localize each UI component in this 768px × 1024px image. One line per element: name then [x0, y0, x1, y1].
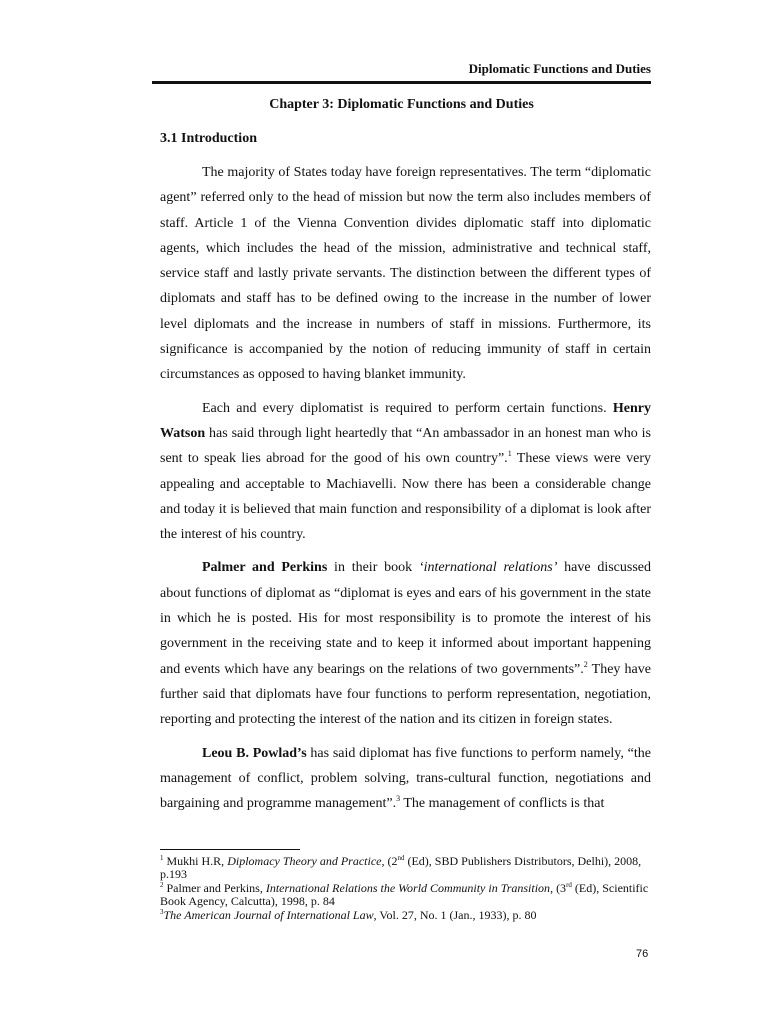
- paragraph-4-middle: has said diplomat has five functions to perform namely, “the management of conflict, problem solving, trans-cultural function, negotiations and bargaining and programme management”.: [160, 745, 651, 812]
- footnote-ref-2: 2: [583, 659, 588, 669]
- paragraph-2: [160, 396, 651, 548]
- book-title: ‘international relations’: [418, 560, 558, 576]
- author-palmer-perkins: Palmer and Perkins: [202, 560, 328, 576]
- footnote-author: Palmer and Perkins,: [163, 881, 266, 895]
- paragraph-2-after: These views were very appealing and acceptable to Machiavelli. Now there has been a considerable change and today it is believed that main function and responsibility of a diplomat is look after the interest of his country.: [160, 451, 651, 543]
- paragraph-2-before: Each and every diplomatist is required to perform certain functions.: [202, 400, 613, 416]
- footnote-rest: , Vol. 27, No. 1 (Jan., 1933), p. 80: [373, 908, 537, 922]
- chapter-title: Chapter 3: Diplomatic Functions and Duties: [269, 97, 534, 112]
- footnote-ref-3: 3: [396, 794, 401, 804]
- paragraph-3-before-italic: in their book: [327, 560, 419, 576]
- footnote-divider: [160, 849, 300, 850]
- footnote-edition: , (3: [550, 881, 567, 895]
- footnote-number: 2: [160, 881, 164, 889]
- footnote-rest: (Ed), Scientific Book Agency, Calcutta), 1998, p. 84: [160, 881, 649, 908]
- footnote-rest: (Ed), SBD Publishers Distributors, Delhi), 2008, p.193: [160, 854, 642, 881]
- paragraph-3-after: They have further said that diplomats have four functions to perform representation, negotiation, reporting and protecting the interest of the nation and its citizen in foreign states.: [160, 661, 651, 728]
- body-text: [160, 160, 651, 824]
- footnote-3: [160, 909, 651, 922]
- running-header: [152, 58, 651, 84]
- paragraph-2-middle: has said through light heartedly that “An ambassador in an honest man who is sent to speak lies abroad for the good of his own country”.: [160, 425, 651, 467]
- author-leou-powlad: Leou B. Powlad’s: [202, 745, 307, 761]
- footnote-author: Mukhi H.R,: [163, 854, 228, 868]
- footnote-number: 1: [160, 854, 164, 862]
- author-henry-watson: Henry Watson: [160, 400, 651, 441]
- footnote-title: Diplomacy Theory and Practice,: [227, 854, 385, 868]
- paragraph-1: [160, 160, 651, 388]
- footnote-1: [160, 855, 651, 881]
- page-number: 76: [636, 948, 649, 960]
- footnote-edition-suffix: rd: [566, 881, 572, 889]
- paragraph-3: [160, 555, 651, 732]
- paragraph-4: [160, 741, 651, 817]
- paragraph-3-middle: have discussed about functions of diplomat as “diplomat is eyes and ears of his government in the state in which he is posted. His for most responsibility is to promote the interest of his government in the receiving state and to keep it informed about important happening and events which have any bearings on the relations of two governments”.: [160, 560, 651, 677]
- footnote-ref-1: 1: [507, 449, 512, 459]
- footnote-title: International Relations the World Community in Transition: [265, 881, 551, 895]
- footnote-edition: (2: [384, 854, 398, 868]
- footnote-edition-suffix: nd: [397, 854, 405, 862]
- section-heading: 3.1 Introduction: [160, 131, 257, 146]
- footnotes: [160, 855, 651, 923]
- paragraph-4-after: The management of conflicts is that: [400, 796, 605, 812]
- footnote-title: The American Journal of International Law: [163, 908, 374, 922]
- running-title: Diplomatic Functions and Duties: [468, 61, 651, 76]
- footnote-number: 3: [160, 908, 164, 916]
- footnote-2: [160, 882, 651, 908]
- paragraph-1-text: The majority of States today have foreign representatives. The term “diplomatic agent” referred only to the head of mission but now the term also includes members of staff. Article 1 of the Vienna Convention divides diplomatic staff into diplomatic agents, which includes the head of the mission, administrative and technical staff, service staff and lastly private servants. The distinction between the different types of diplomats and staff has to be defined owing to the increase in the number of lower level diplomats and the increase in numbers of staff in missions. Furthermore, its significance is accompanied by the notion of reducing immunity of staff in certain circumstances as opposed to having blanket immunity.: [160, 165, 651, 383]
